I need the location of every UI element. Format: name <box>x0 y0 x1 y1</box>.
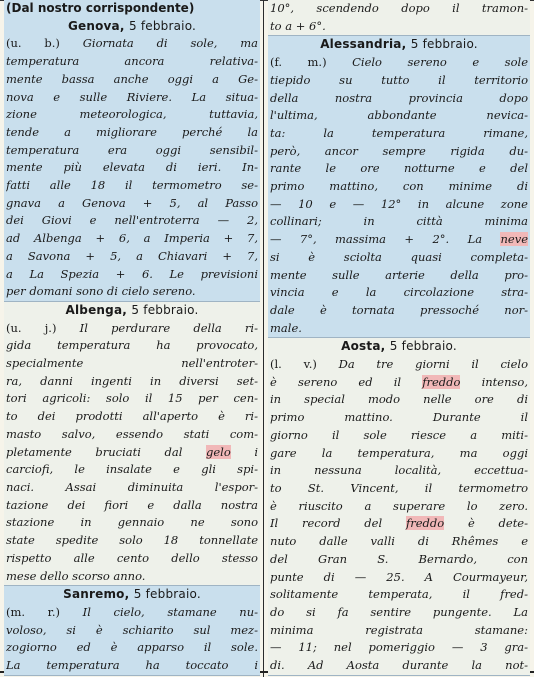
text-line <box>6 320 258 338</box>
text-line: fatti alle 18 il termometro se- <box>6 178 258 193</box>
text-line: dale è tornata pressoché nor- <box>270 302 528 317</box>
aosta-dateline <box>268 338 530 356</box>
dateline-date: 5 febbraio. <box>133 587 201 602</box>
text-line: a La Spezia + 6. Le previsioni <box>6 266 258 281</box>
sanremo-paragraph <box>4 604 260 675</box>
text-line: gnava a Genova + 5, al Passo <box>6 195 258 210</box>
dateline-date: 5 febbraio. <box>410 37 478 52</box>
highlight-freddo: freddo <box>405 516 445 531</box>
dateline-city: Albenga, <box>65 302 128 317</box>
text-line: primo mattino, con minime di <box>270 179 528 194</box>
albenga-block <box>4 302 260 586</box>
alessandria-block <box>268 36 530 338</box>
column-rule <box>263 0 264 677</box>
text-line <box>270 356 528 374</box>
text-line: ra, danni ingenti in diversi set- <box>6 373 258 388</box>
text-line: tazione dei fiori e dalla nostra <box>6 497 258 512</box>
text-line: ta: la temperatura rimane, <box>270 125 528 140</box>
initials: (f. m.) <box>270 55 327 70</box>
text-line <box>270 374 528 392</box>
text-line: solitamente temperata, il fred- <box>270 587 528 602</box>
sanremo-dateline <box>4 586 260 604</box>
text-line: temperatura era oggi sensibil- <box>6 142 258 157</box>
initials: (l. v.) <box>270 357 317 372</box>
line-text: — 7°, massima + 2°. La <box>270 232 483 247</box>
text-line: naci. Assai diminuita l'espor- <box>6 479 258 494</box>
text-line: gare la temperatura, ma oggi <box>270 445 528 460</box>
line-text: Da tre giorni il cielo <box>338 357 528 372</box>
text-line: tiepido su tutto il territorio <box>270 72 528 87</box>
text-line: masto salvo, essendo stati com- <box>6 426 258 441</box>
dateline-date: 5 febbraio. <box>389 339 457 354</box>
line-text: pletamente bruciati dal <box>6 444 183 459</box>
text-line <box>270 54 528 72</box>
text-line: ad Albenga + 6, a Imperia + 7, <box>6 231 258 246</box>
line-text: Il cielo, stamane nu- <box>82 604 258 619</box>
text-line: specialmente nell'entroter- <box>6 356 258 371</box>
text-line: male. <box>270 320 302 335</box>
text-line: nuto dalle valli di Rhêmes e <box>270 534 528 549</box>
text-line: to a + 6°. <box>270 18 326 33</box>
text-line <box>270 231 528 249</box>
text-line: per domani sono di cielo sereno. <box>6 284 196 299</box>
text-line: — 10 e — 12° in alcune zone <box>270 196 528 211</box>
dateline-city: Aosta, <box>341 339 386 354</box>
text-line: to St. Vincent, il termometro <box>270 480 528 495</box>
dateline-date: 5 febbraio. <box>131 302 199 317</box>
initials: (m. r.) <box>6 604 61 619</box>
continuation-block <box>268 0 530 36</box>
text-line: primo mattino. Durante il <box>270 410 528 425</box>
text-line: in nessuna località, eccettua- <box>270 463 528 478</box>
text-line: rante le ore notturne e del <box>270 161 528 176</box>
text-line: — 11; nel pomeriggio — 3 gra- <box>270 640 528 655</box>
text-line: nova e sulle Riviere. La situa- <box>6 89 258 104</box>
text-line: però, ancor sempre rigida du- <box>270 143 528 158</box>
genova-dateline <box>4 18 260 36</box>
dateline-city: Genova, <box>67 18 125 33</box>
line-text: Il record del <box>270 516 383 531</box>
text-line <box>6 604 258 622</box>
text-line: carciofi, le insalate e gli spi- <box>6 462 258 477</box>
text-line: punte di — 25. A Courmayeur, <box>270 569 528 584</box>
alessandria-paragraph <box>268 54 530 337</box>
text-line: si è sciolta quasi completa- <box>270 249 528 264</box>
text-line: 10°, scendendo dopo il tramon- <box>270 1 528 15</box>
text-line: della nostra provincia dopo <box>270 90 528 105</box>
text-line <box>270 515 528 533</box>
text-line: a Savona + 5, a Chiavari + 7, <box>6 248 258 263</box>
text-line: temperatura ancora relativa- <box>6 54 258 69</box>
line-text: Il perdurare della ri- <box>79 320 258 335</box>
left-column <box>4 0 260 677</box>
text-line: voloso, si è schiarito sul mez- <box>6 622 258 637</box>
albenga-paragraph <box>4 320 260 586</box>
text-line: tende a migliorare perché la <box>6 124 258 139</box>
text-line: di. Ad Aosta durante la not- <box>270 658 528 673</box>
text-line: l'ultima, abbondante nevica- <box>270 108 528 123</box>
albenga-dateline <box>4 302 260 320</box>
highlight-neve: neve <box>500 232 528 247</box>
text-line: mente sulle arterie della pro- <box>270 267 528 282</box>
text-line: rispetto alle cento dello stesso <box>6 550 258 565</box>
right-column <box>268 0 530 677</box>
line-tail: intenso, <box>481 374 528 389</box>
text-line: to dei prodotti all'aperto è ri- <box>6 409 258 424</box>
initials: (u. b.) <box>6 36 60 51</box>
highlight-gelo: gelo <box>205 444 231 459</box>
line-text: Cielo sereno e sole <box>352 55 528 70</box>
text-line: collinari; in città minima <box>270 214 528 229</box>
line-tail: i <box>254 444 258 459</box>
text-line: do si fa sentire pungente. La <box>270 604 528 619</box>
text-line: vincia e la circolazione stra- <box>270 285 528 300</box>
text-line: minima registrata stamane: <box>270 622 528 637</box>
aosta-block <box>268 338 530 675</box>
dateline-city: Alessandria, <box>320 37 407 52</box>
text-line: mente bassa anche oggi a Ge- <box>6 71 258 86</box>
text-line: è riuscito a superare lo zero. <box>270 498 528 513</box>
dateline-city: Sanremo, <box>63 587 130 602</box>
aosta-paragraph <box>268 356 530 675</box>
correspondent-line: (Dal nostro corrispondente) <box>6 1 195 15</box>
text-line: zione meteorologica, tuttavia, <box>6 107 258 122</box>
alessandria-dateline <box>268 36 530 54</box>
text-line: dei Giovi e nell'entroterra — 2, <box>6 213 258 228</box>
text-line: del Gran S. Bernardo, con <box>270 551 528 566</box>
text-line: tori agricoli: solo il 15 per cen- <box>6 391 258 406</box>
text-line: mese dello scorso anno. <box>6 568 146 583</box>
continuation-paragraph <box>268 0 530 35</box>
sanremo-block <box>4 586 260 676</box>
text-line <box>6 35 258 53</box>
text-line: zogiorno ed è apparso il sole. <box>6 640 258 655</box>
text-line: gida temperatura ha provocato, <box>6 338 258 353</box>
text-line: in special modo nelle ore di <box>270 392 528 407</box>
highlight-freddo: freddo <box>422 374 461 389</box>
text-line: giorno il sole riesce a miti- <box>270 427 528 442</box>
dateline-date: 5 febbraio. <box>128 18 197 33</box>
genova-block <box>4 0 260 302</box>
text-line: state spedite solo 18 tonnellate <box>6 533 258 548</box>
line-tail: è dete- <box>467 516 528 531</box>
line-text: è sereno ed il <box>270 374 402 389</box>
initials: (u. j.) <box>6 320 57 335</box>
text-line: La temperatura ha toccato i <box>6 658 258 673</box>
line-text: Giornata di sole, ma <box>82 36 258 51</box>
text-line: stazione in gennaio ne sono <box>6 515 258 530</box>
genova-paragraph <box>4 35 260 301</box>
text-line <box>6 444 258 462</box>
text-line: mente più elevata di ieri. In- <box>6 160 258 175</box>
